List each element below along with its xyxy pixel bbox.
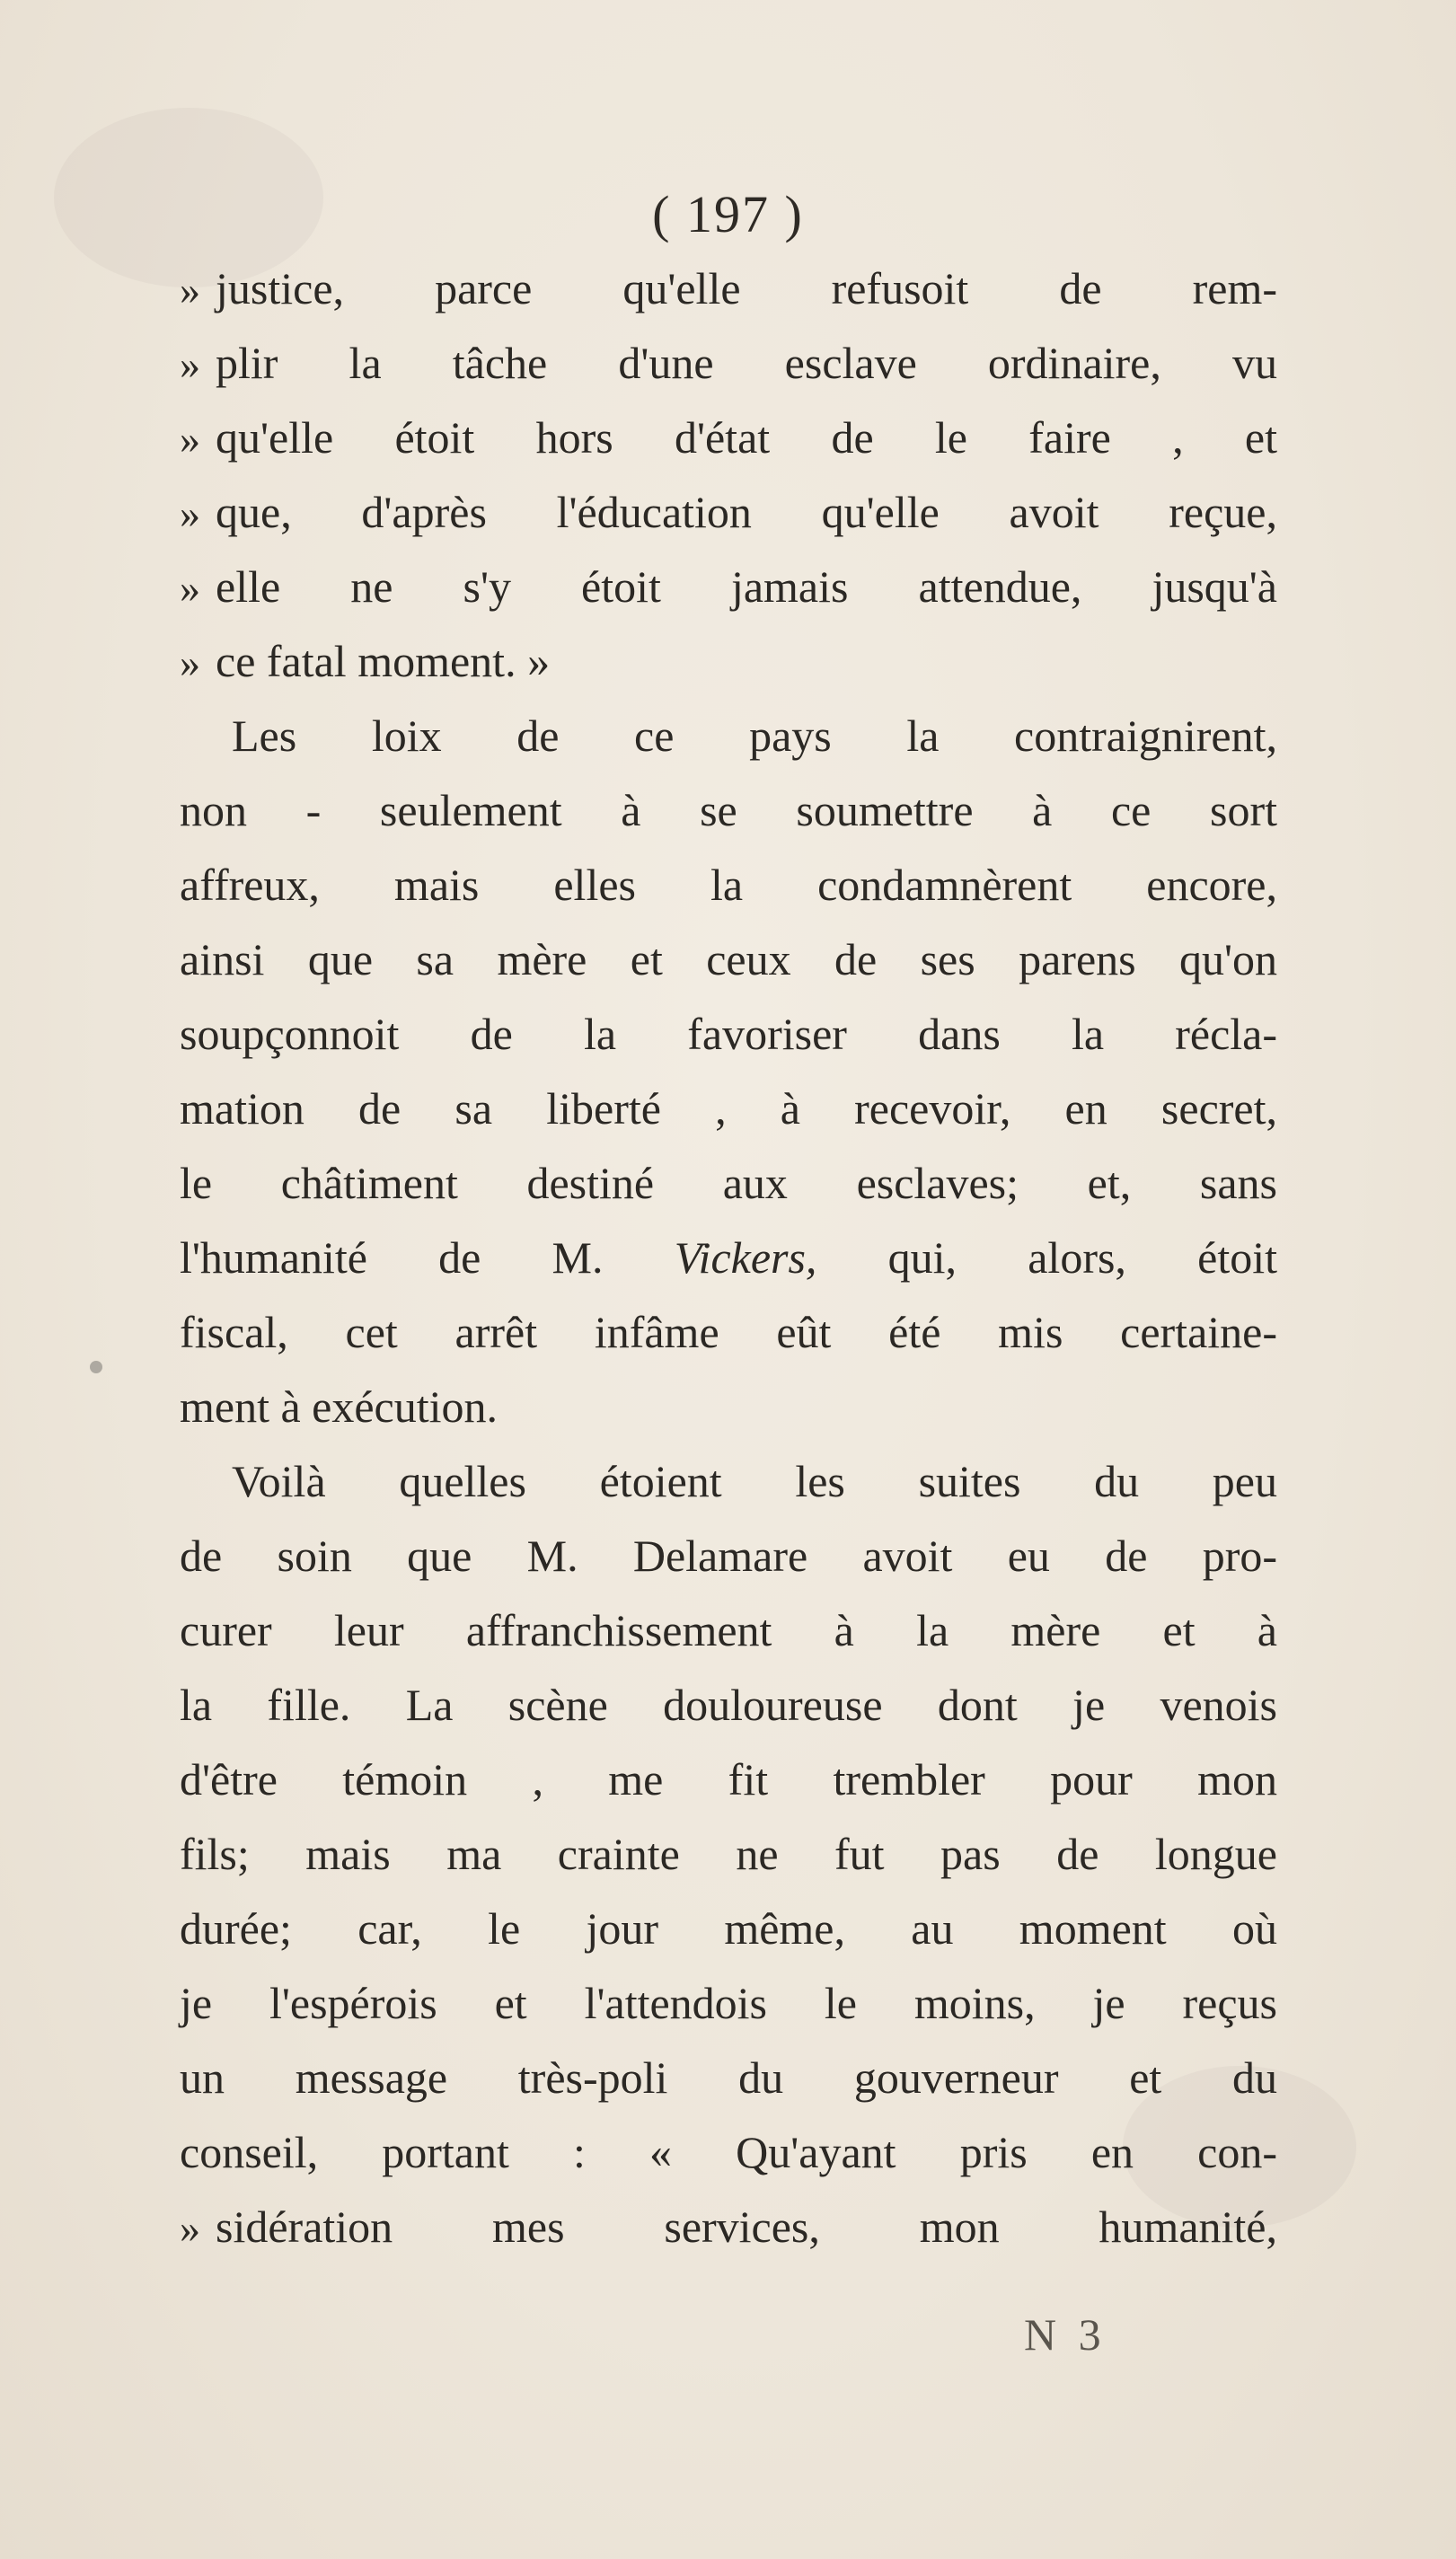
text-line: soupçonnoit de la favoriser dans la récla-: [180, 1009, 1277, 1059]
quote-mark: »: [180, 416, 200, 462]
text-line: ment à exécution.: [180, 1381, 499, 1432]
text-line: » sidération mes services, mon humanité,: [180, 2190, 1277, 2264]
quote-mark: »: [180, 2205, 200, 2251]
text-line: » ce fatal moment. »: [180, 624, 1277, 699]
quote-mark: »: [180, 640, 200, 685]
text-line: d'être témoin , me fit trembler pour mon: [180, 1754, 1277, 1805]
italic-name: Vickers,: [674, 1232, 817, 1283]
text-line: mation de sa liberté , à recevoir, en secret,: [180, 1083, 1277, 1134]
text-line: le châtiment destiné aux esclaves; et, sans: [180, 1158, 1277, 1208]
text-line: » que, d'après l'éducation qu'elle avoit reçue,: [180, 475, 1277, 550]
text-line: » plir la tâche d'une esclave ordinaire, vu: [180, 326, 1277, 401]
quote-mark: »: [180, 341, 200, 387]
quote-mark: »: [180, 267, 200, 313]
paragraph-start: Voilà quelles étoient les suites du peu: [232, 1456, 1277, 1506]
text-line: je l'espérois et l'attendois le moins, je reçus: [180, 1978, 1277, 2028]
signature-mark: N 3: [1024, 2309, 1107, 2360]
text-line: de soin que M. Delamare avoit eu de pro-: [180, 1531, 1277, 1581]
text-line: ainsi que sa mère et ceux de ses parens qu'on: [180, 934, 1277, 984]
text-line: un message très-poli du gouverneur et du: [180, 2052, 1277, 2103]
text-line: conseil, portant : « Qu'ayant pris en con-: [180, 2127, 1277, 2177]
paragraph-start: Les loix de ce pays la contraignirent,: [232, 710, 1277, 761]
text-line: » qu'elle étoit hors d'état de le faire , et: [180, 401, 1277, 475]
page-number: ( 197 ): [652, 185, 804, 243]
text-line: fiscal, cet arrêt infâme eût été mis certaine-: [180, 1307, 1277, 1357]
text-line: » elle ne s'y étoit jamais attendue, jusqu'à: [180, 550, 1277, 624]
text-line: durée; car, le jour même, au moment où: [180, 1903, 1277, 1954]
margin-mark: [90, 1361, 102, 1373]
body-text: [180, 251, 1277, 2264]
quote-mark: »: [180, 490, 200, 536]
text-line: curer leur affranchissement à la mère et à: [180, 1605, 1277, 1655]
text-line: l'humanité de M. Vickers, qui, alors, étoit: [180, 1232, 1277, 1283]
text-line: la fille. La scène douloureuse dont je venois: [180, 1680, 1277, 1730]
text-line: fils; mais ma crainte ne fut pas de longue: [180, 1829, 1277, 1879]
text-line: affreux, mais elles la condamnèrent encore,: [180, 860, 1277, 910]
text-line: » justice, parce qu'elle refusoit de rem-: [180, 251, 1277, 326]
quote-mark: »: [180, 565, 200, 611]
text-line: non - seulement à se soumettre à ce sort: [180, 785, 1277, 835]
